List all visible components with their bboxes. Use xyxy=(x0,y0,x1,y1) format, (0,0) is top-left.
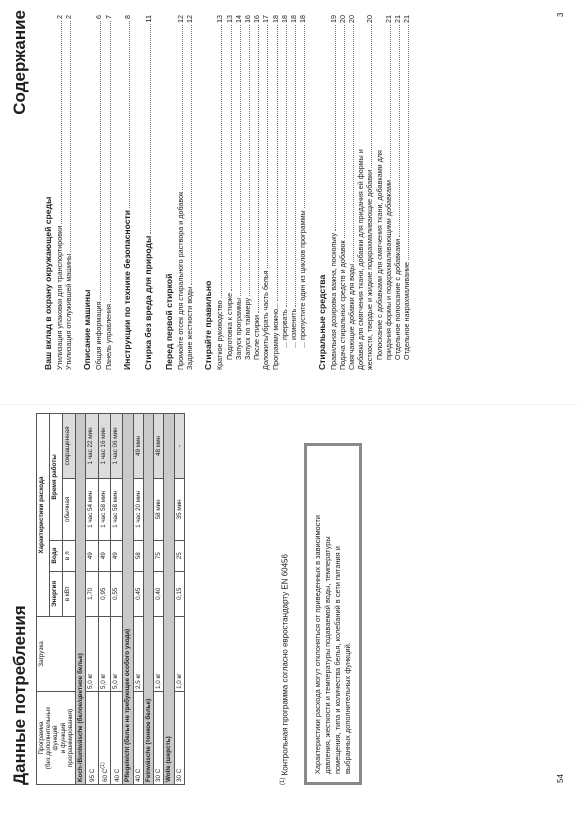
toc-item-line[interactable]: Добавки для смягчения ткани, добавки для придания ей формы и xyxy=(356,149,366,370)
table-row xyxy=(86,414,98,785)
table-of-contents xyxy=(34,15,411,370)
toc-item[interactable] xyxy=(271,15,280,370)
toc-item-label: Отдельное накрахмаливание xyxy=(402,261,412,360)
toc-section xyxy=(43,15,73,370)
toc-leader xyxy=(390,25,391,178)
toc-item[interactable] xyxy=(176,15,185,370)
toc-page-number: 18 xyxy=(298,15,308,23)
toc-leader xyxy=(353,25,354,262)
toc-item-label: Отдельное полоскание с добавками xyxy=(393,238,403,360)
table-row xyxy=(98,414,110,785)
toc-leader xyxy=(249,25,250,296)
toc-item-label: Запуск программы xyxy=(233,297,243,360)
time-reduced-cell: 48 мин xyxy=(154,414,164,479)
program-header-line: (без дополнительных xyxy=(45,706,53,770)
consumption-note-box xyxy=(304,443,362,785)
toc-section xyxy=(317,15,412,370)
toc-section-title: Описание машины xyxy=(82,289,93,370)
toc-section-title: Стирайте правильно xyxy=(203,280,214,370)
toc-item[interactable] xyxy=(289,15,298,370)
toc-section xyxy=(122,15,134,370)
load-cell: 5,0 кг xyxy=(98,617,110,692)
toc-item[interactable] xyxy=(252,15,261,370)
program-header-line: Программа xyxy=(38,721,45,755)
toc-item-label: После стирки xyxy=(252,314,262,360)
energy-unit: в кВт xyxy=(63,571,76,616)
page-number-right: 3 xyxy=(556,12,565,17)
water-unit: в л xyxy=(63,540,76,571)
toc-item[interactable] xyxy=(298,15,307,370)
program-cell: 40 C xyxy=(133,692,143,785)
toc-item-label: Утилизация упаковки для транспортировки xyxy=(55,225,64,370)
toc-leader xyxy=(150,24,151,233)
toc-leader xyxy=(295,25,296,307)
water-cell: 49 xyxy=(98,540,110,571)
toc-page-number: 11 xyxy=(143,15,153,23)
toc-page-number: 20 xyxy=(365,15,375,23)
toc-page-number: 7 xyxy=(103,15,113,19)
toc-leader xyxy=(335,25,336,231)
note-line: выбранных дополнительных функций. xyxy=(342,642,352,774)
table-group-row xyxy=(164,414,174,785)
toc-item-label: Доложить/убрать часть белья xyxy=(261,270,271,370)
toc-item[interactable] xyxy=(215,15,224,370)
footnote-ref: (1) xyxy=(99,762,106,769)
toc-item-label: ... пропустите один из циклов программы xyxy=(298,210,308,348)
page-fold xyxy=(0,404,579,405)
page-number-left: 54 xyxy=(556,774,565,783)
note-line: помещения, типа и количества белья, колебаний в сети питания и xyxy=(332,546,342,774)
toc-leader xyxy=(344,25,345,238)
toc-section xyxy=(143,15,155,370)
consumption-page-title: Данные потребления xyxy=(10,605,29,785)
toc-leader xyxy=(191,25,192,285)
toc-item-label: Подготовка к стирке xyxy=(224,292,234,360)
energy-cell: 0,95 xyxy=(98,571,110,616)
time-reduced-cell: 1 час 06 мин xyxy=(111,414,123,479)
toc-section-heading[interactable] xyxy=(82,15,94,370)
toc-item[interactable] xyxy=(402,15,411,370)
program-cell: 30 C xyxy=(154,692,164,785)
toc-item-label: Правильная дозировка важна, поскольку xyxy=(328,232,338,370)
group-name: Feinwäsche (тонкое белье) xyxy=(143,414,153,785)
toc-item-label: ... прервать xyxy=(279,309,289,348)
toc-item-label: Утилизация отслужившей машины xyxy=(64,253,74,370)
toc-section-title: Инструкции по технике безопасности xyxy=(121,210,132,370)
program-value: 95 C xyxy=(89,768,97,782)
toc-item[interactable] xyxy=(393,15,402,370)
footnote-text: Контрольная программа согласно евростандарту EN 60456 xyxy=(280,554,290,776)
table-row xyxy=(111,414,123,785)
consumption-table xyxy=(36,413,185,785)
time-column-header: Время работы xyxy=(50,414,63,541)
load-cell: 5,0 кг xyxy=(111,617,123,692)
toc-leader xyxy=(240,25,241,296)
time-reduced-cell: 49 мин xyxy=(133,414,143,479)
program-value: 40 C xyxy=(114,768,122,782)
program-cell xyxy=(86,692,98,785)
program-header-line: и функций xyxy=(59,722,67,754)
table-row xyxy=(133,414,143,785)
toc-item-line[interactable]: Полоскание с добавками для смягчения ткани, добавками для xyxy=(374,150,384,360)
energy-cell: 0,40 xyxy=(154,571,164,616)
load-column-header: Загрузка xyxy=(37,617,76,692)
program-header-line: функций xyxy=(52,725,60,751)
toc-section-heading[interactable] xyxy=(122,15,134,370)
time-reduced-cell: 1 час 22 мин xyxy=(86,414,98,479)
time-normal-cell: 1 час 54 мин xyxy=(86,478,98,540)
table-row xyxy=(174,414,184,785)
toc-leader xyxy=(129,21,130,208)
water-cell: 58 xyxy=(133,540,143,571)
toc-leader xyxy=(100,21,101,300)
table-group-row xyxy=(76,414,86,785)
toc-page-number: 16 xyxy=(252,15,262,23)
toc-page-number: 18 xyxy=(279,15,289,23)
toc-leader xyxy=(286,25,287,308)
toc-item[interactable] xyxy=(384,15,393,370)
toc-page-number: 2 xyxy=(64,15,74,19)
toc-page-number: 21 xyxy=(383,15,393,23)
toc-item-label: ... изменить xyxy=(289,308,299,348)
toc-leader xyxy=(304,25,305,208)
toc-page-number: 12 xyxy=(185,15,195,23)
toc-item[interactable] xyxy=(55,15,64,370)
time-reduced-header: сокращенная xyxy=(63,414,76,479)
toc-item-label: жесткости, твердые и жидкие подкрахмаливающие добавки xyxy=(365,169,375,370)
toc-item-label: Промойте отсек для стирального раствора и добавок xyxy=(175,191,185,370)
toc-section-heading[interactable] xyxy=(164,15,176,370)
program-cell: 30 C xyxy=(174,692,184,785)
program-column-header xyxy=(37,692,76,785)
toc-section-title: Стиральные средства xyxy=(316,274,327,370)
group-name: Wolle (шерсть) xyxy=(164,414,174,785)
group-name: Koch-/Buntwäsche (белое/цветное белье) xyxy=(76,414,86,785)
energy-cell: 1,70 xyxy=(86,571,98,616)
toc-item[interactable] xyxy=(261,15,270,370)
toc-section-heading[interactable] xyxy=(143,15,155,370)
toc-item[interactable] xyxy=(64,15,73,370)
time-normal-cell: 1 час 58 мин xyxy=(98,478,110,540)
time-reduced-cell: - xyxy=(174,414,184,479)
program-value: 60 C xyxy=(101,768,109,782)
water-cell: 75 xyxy=(154,540,164,571)
footnote xyxy=(280,554,290,785)
toc-section-title: Стирка без вреда для природы xyxy=(142,235,153,370)
water-cell: 49 xyxy=(111,540,123,571)
toc-item[interactable] xyxy=(243,15,252,370)
toc-leader xyxy=(399,25,400,237)
toc-leader xyxy=(70,21,71,252)
toc-page-number: 18 xyxy=(270,15,280,23)
toc-section-title: Перед первой стиркой xyxy=(163,273,174,370)
toc-page-number: 13 xyxy=(224,15,234,23)
toc-item-label: Запуск по таймеру xyxy=(242,297,252,360)
toc-item-label: Задание жесткости воды xyxy=(185,286,195,370)
toc-item[interactable] xyxy=(234,15,243,370)
toc-item[interactable] xyxy=(338,15,347,370)
toc-item-label: Краткое руководство xyxy=(215,300,225,370)
toc-leader xyxy=(110,21,111,302)
program-header-line: программирования) xyxy=(66,708,74,768)
water-cell: 25 xyxy=(174,540,184,571)
toc-page-number: 21 xyxy=(393,15,403,23)
time-normal-header: обычная xyxy=(63,478,76,540)
energy-cell: 0,45 xyxy=(133,571,143,616)
toc-page-number: 19 xyxy=(328,15,338,23)
toc-item[interactable] xyxy=(365,15,374,370)
toc-item[interactable] xyxy=(347,15,356,370)
time-normal-cell: 1 час 58 мин xyxy=(111,478,123,540)
table-group-row xyxy=(143,414,153,785)
toc-item-label: Смягчающие добавки для воды xyxy=(346,263,356,370)
water-column-header: Вода xyxy=(50,540,63,571)
note-line: Характеристики расхода могут отклоняться от приведенных в зависимости xyxy=(313,515,322,774)
toc-leader xyxy=(258,25,259,313)
toc-page-number: 2 xyxy=(55,15,64,19)
toc-section-heading[interactable] xyxy=(43,15,55,370)
water-cell: 49 xyxy=(86,540,98,571)
toc-section-heading[interactable] xyxy=(317,15,329,370)
toc-leader xyxy=(231,25,232,291)
toc-leader xyxy=(182,25,183,190)
table-row xyxy=(154,414,164,785)
load-cell: 1,0 кг xyxy=(174,617,184,692)
toc-item-label: придания формы и подкрахмаливающими добавками xyxy=(383,179,393,360)
toc-page-number: 6 xyxy=(94,15,104,19)
toc-section xyxy=(82,15,112,370)
toc-page-number: 13 xyxy=(215,15,225,23)
toc-item-label: Общая информация xyxy=(94,301,104,370)
load-cell: 1,0 кг xyxy=(154,617,164,692)
contents-page-title: Содержание xyxy=(10,10,29,115)
footnote-mark: (1) xyxy=(280,777,286,785)
program-cell xyxy=(111,692,123,785)
energy-cell: 0,15 xyxy=(174,571,184,616)
toc-page-number: 17 xyxy=(261,15,271,23)
consumption-group-header: Характеристики расхода xyxy=(37,414,50,617)
toc-leader xyxy=(277,25,278,301)
toc-leader xyxy=(371,25,372,168)
toc-item-label: Подача стиральных средств и добавок xyxy=(337,240,347,370)
toc-leader xyxy=(267,25,268,269)
toc-section-title: Ваш вклад в охрану окружающей среды xyxy=(43,196,53,370)
toc-page-number: 12 xyxy=(175,15,185,23)
table-group-row xyxy=(123,414,133,785)
note-line: давления, жесткости и температуры подаваемой воды, температуры xyxy=(322,536,332,774)
toc-item[interactable] xyxy=(185,15,194,370)
toc-page-number: 20 xyxy=(337,15,347,23)
energy-column-header: Энергия xyxy=(50,571,63,616)
toc-item-label: Панель управления xyxy=(103,303,113,370)
toc-page-number: 16 xyxy=(242,15,252,23)
toc-page-number: 14 xyxy=(233,15,243,23)
load-cell: 2,5 кг xyxy=(133,617,143,692)
toc-leader xyxy=(408,25,409,260)
toc-item[interactable] xyxy=(94,15,103,370)
toc-item[interactable] xyxy=(225,15,234,370)
toc-leader xyxy=(61,21,62,224)
toc-item[interactable] xyxy=(329,15,338,370)
toc-item-label: Программу можно... xyxy=(270,303,280,370)
toc-item[interactable] xyxy=(280,15,289,370)
time-normal-cell: 58 мин xyxy=(154,478,164,540)
group-name: Pflegeleicht (белье не требующее особого ухода) xyxy=(123,414,133,785)
toc-page-number: 20 xyxy=(346,15,356,23)
time-normal-cell: 35 мин xyxy=(174,478,184,540)
program-cell xyxy=(98,692,110,785)
toc-section xyxy=(164,15,194,370)
toc-leader xyxy=(221,25,222,298)
toc-item[interactable] xyxy=(104,15,113,370)
time-reduced-cell: 1 час 16 мин xyxy=(98,414,110,479)
energy-cell: 0,55 xyxy=(111,571,123,616)
toc-page-number: 8 xyxy=(122,15,132,19)
toc-section-heading[interactable] xyxy=(203,15,215,370)
toc-page-number: 21 xyxy=(402,15,412,23)
toc-section xyxy=(203,15,307,370)
time-normal-cell: 1 час 20 мин xyxy=(133,478,143,540)
toc-page-number: 18 xyxy=(289,15,299,23)
load-cell: 5,0 кг xyxy=(86,617,98,692)
